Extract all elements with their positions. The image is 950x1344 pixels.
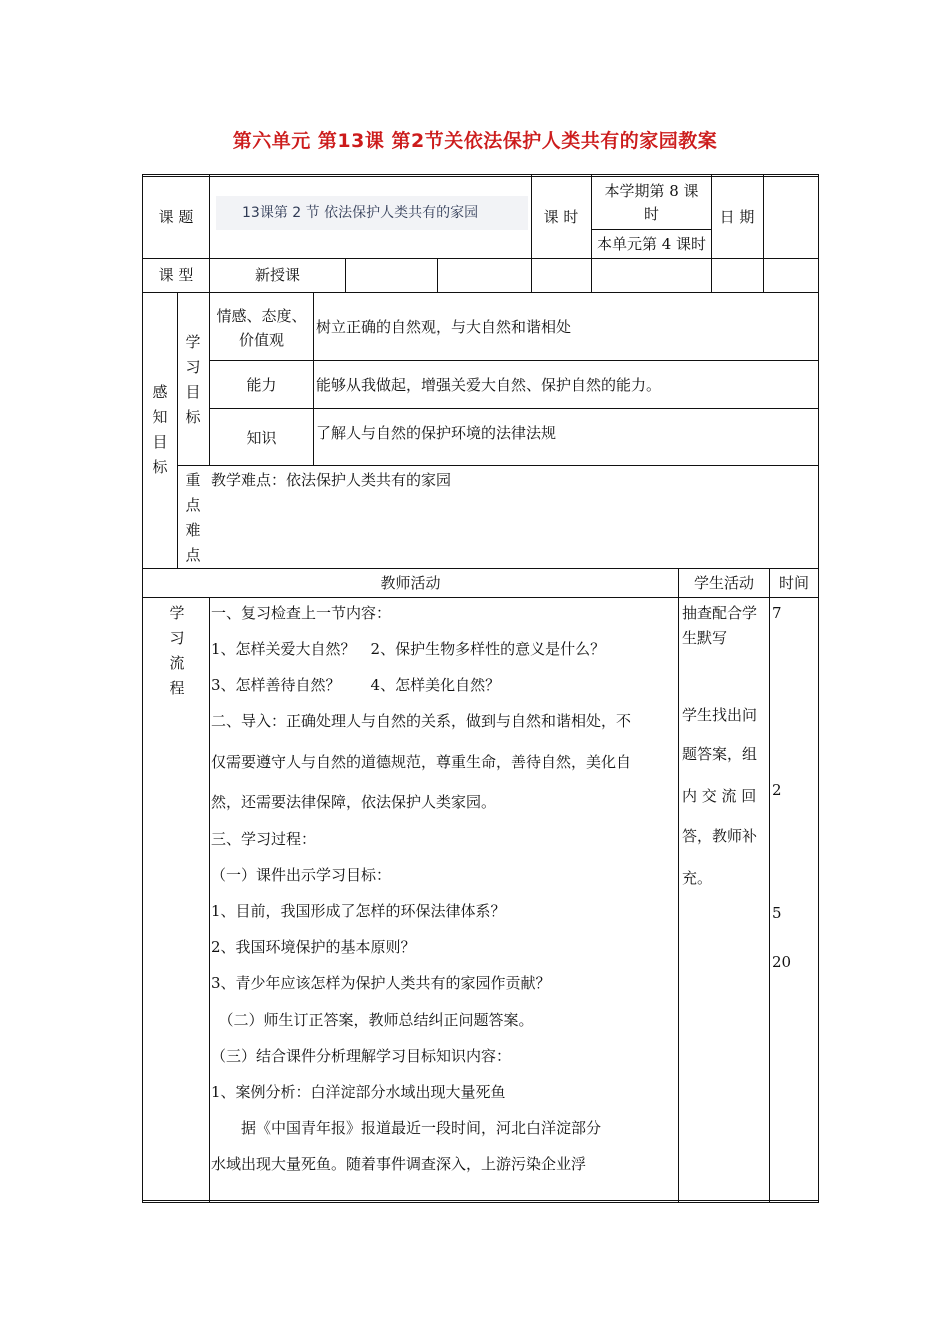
teacher-line: （三）结合课件分析理解学习目标知识内容：: [211, 1047, 512, 1065]
emotion-value: 树立正确的自然观，与大自然和谐相处: [316, 318, 572, 336]
emotion-label-line2: 价值观: [238, 331, 284, 349]
student-line: 抽查配合学: [682, 604, 758, 622]
topic-label: 课 题: [158, 208, 194, 226]
student-line: 学生找出问: [682, 706, 758, 724]
teacher-line: 据《中国青年报》报道最近一段时间，河北白洋淀部分: [211, 1119, 602, 1137]
teacher-line: 水域出现大量死鱼。随着事件调查深入，上游污染企业浮: [211, 1155, 587, 1173]
teacher-line: 1、目前，我国形成了怎样的环保法律体系？: [211, 902, 506, 920]
time-header: 时间: [778, 574, 809, 592]
objectives-group-label: 感知目标: [152, 383, 168, 476]
student-line: 答，教师补: [682, 827, 758, 845]
knowledge-value: 了解人与自然的保护环境的法律法规: [316, 424, 557, 442]
teacher-line: 2、我国环境保护的基本原则？: [211, 938, 416, 956]
student-line: 充。: [682, 869, 713, 887]
teacher-line: 1、怎样关爱大自然？ 2、保护生物多样性的意义是什么？: [211, 640, 606, 658]
time-value: 5: [772, 904, 782, 922]
period-unit: 本单元第 4 课时: [596, 235, 707, 253]
time-value: 2: [772, 781, 782, 799]
ability-label: 能力: [246, 376, 277, 394]
period-label: 课 时: [543, 208, 579, 226]
time-value: 20: [772, 953, 792, 971]
teacher-line: （二）师生订正答案，教师总结纠正问题答案。: [211, 1011, 534, 1029]
student-line: 题答案，组: [682, 745, 758, 763]
process-label: 学习流程: [169, 604, 185, 697]
knowledge-label: 知识: [246, 429, 277, 447]
time-value: 7: [772, 604, 782, 622]
key-points-label: 重点难点: [185, 471, 201, 564]
teacher-line: 三、学习过程：: [211, 830, 317, 848]
teacher-line: 一、复习检查上一节内容：: [211, 604, 392, 622]
period-semester-line1: 本学期第 8 课: [604, 182, 699, 200]
student-activity-header: 学生活动: [693, 574, 754, 592]
teacher-line: 二、导入：正确处理人与自然的关系，做到与自然和谐相处，不: [211, 712, 632, 730]
date-label: 日 期: [719, 208, 755, 226]
teacher-line: 然，还需要法律保障，依法保护人类家园。: [211, 793, 497, 811]
document-title: 第六单元 第13课 第2节关依法保护人类共有的家园教案: [232, 130, 718, 152]
topic-value: 13课第 2 节 依法保护人类共有的家园: [216, 196, 528, 230]
teacher-line: 3、怎样善待自然？ 4、怎样美化自然？: [211, 676, 501, 694]
teacher-line: 仅需要遵守人与自然的道德规范，尊重生命，善待自然，美化自: [211, 753, 632, 771]
key-points-value: 教学难点：依法保护人类共有的家园: [211, 471, 452, 489]
teacher-line: 1、案例分析：白洋淀部分水域出现大量死鱼: [211, 1083, 506, 1101]
type-label: 课 型: [158, 266, 194, 284]
ability-value: 能够从我做起，增强关爱大自然、保护自然的能力。: [316, 376, 662, 394]
student-line: 内 交 流 回: [682, 787, 757, 805]
period-semester-line2: 时: [643, 205, 659, 223]
teacher-line: （一）课件出示学习目标：: [211, 866, 392, 884]
student-line: 生默写: [682, 629, 728, 647]
teacher-activity-header: 教师活动: [380, 574, 441, 592]
learn-objectives-label: 学习目标: [185, 333, 201, 426]
emotion-label-line1: 情感、态度、: [216, 307, 307, 325]
teacher-line: 3、青少年应该怎样为保护人类共有的家园作贡献？: [211, 974, 551, 992]
type-value: 新授课: [254, 266, 300, 284]
